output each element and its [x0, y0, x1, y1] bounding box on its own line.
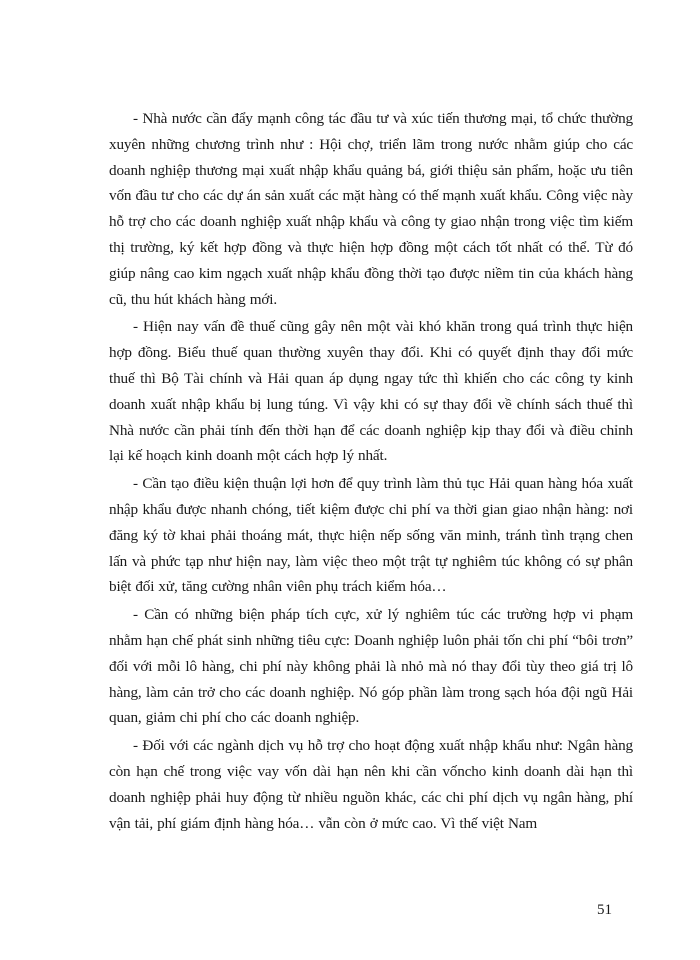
paragraph-trade-promotion: - Nhà nước cần đẩy mạnh công tác đầu tư và xúc tiến thương mại, tổ chức thường xuyên những chương trình như : Hội chợ, triển lãm trong nước nhằm giúp cho các doanh nghiệp thương mại xuất nhập khẩu quảng bá, giới thiệu sản phẩm, hoặc ưu tiên vốn đầu tư cho các dự án sản xuất các mặt hàng có thế mạnh xuất khẩu. Công việc này hỗ trợ cho các doanh nghiệp xuất nhập khẩu và công ty giao nhận trong việc tìm kiếm thị trường, ký kết hợp đồng và thực hiện hợp đồng một cách tốt nhất có thể. Từ đó giúp nâng cao kim ngạch xuất nhập khẩu đồng thời tạo được niềm tin của khách hàng cũ, thu hút khách hàng mới. [109, 110, 633, 308]
paragraph-customs-procedure: - Cần tạo điều kiện thuận lợi hơn để quy trình làm thủ tục Hải quan hàng hóa xuất nhập khẩu được nhanh chóng, tiết kiệm được chi phí va thời gian giao nhận hàng: nơi đăng ký tờ khai phải thoáng mát, thực hiện nếp sống văn minh, tránh tình trạng chen lấn và phức tạp như hiện nay, làm việc theo một trật tự nghiêm túc không có sự phân biệt đối xử, tăng cường nhân viên phụ trách kiểm hóa… [109, 475, 633, 596]
body-text [109, 106, 633, 838]
paragraph-support-services: - Đối với các ngành dịch vụ hỗ trợ cho hoạt động xuất nhập khẩu như: Ngân hàng còn hạn chế trong việc vay vốn dài hạn nên khi cần vốncho kinh doanh dài hạn thì doanh nghiệp phải huy động từ nhiều nguồn khác, các chi phí dịch vụ ngân hàng, phí vận tải, phí giám định hàng hóa… vẫn còn ở mức cao. Vì thế việt Nam [109, 737, 633, 832]
paragraph-tax-policy: - Hiện nay vấn đề thuế cũng gây nên một vài khó khăn trong quá trình thực hiện hợp đồng. Biểu thuế quan thường xuyên thay đổi. Khi có quyết định thay đổi mức thuế thì Bộ Tài chính và Hải quan áp dụng ngay tức thì khiến cho các công ty kinh doanh xuất nhập khẩu bị lung túng. Vì vậy khi có sự thay đổi về chính sách thuế thì Nhà nước cần phải tính đến thời hạn để các doanh nghiệp kịp thay đổi và điều chỉnh lại kế hoạch kinh doanh một cách hợp lý nhất. [109, 318, 633, 465]
page-number: 51 [597, 902, 612, 918]
paragraph-anti-corruption: - Cần có những biện pháp tích cực, xử lý nghiêm túc các trường hợp vi phạm nhằm hạn chế phát sinh những tiêu cực: Doanh nghiệp luôn phải tốn chi phí “bôi trơn” đối với mỗi lô hàng, chi phí này không phải là nhỏ mà nó thay đổi tùy theo giá trị lô hàng, làm cản trở cho các doanh nghiệp. Nó góp phần làm trong sạch hóa đội ngũ Hải quan, giảm chi phí cho các doanh nghiệp. [109, 606, 633, 727]
